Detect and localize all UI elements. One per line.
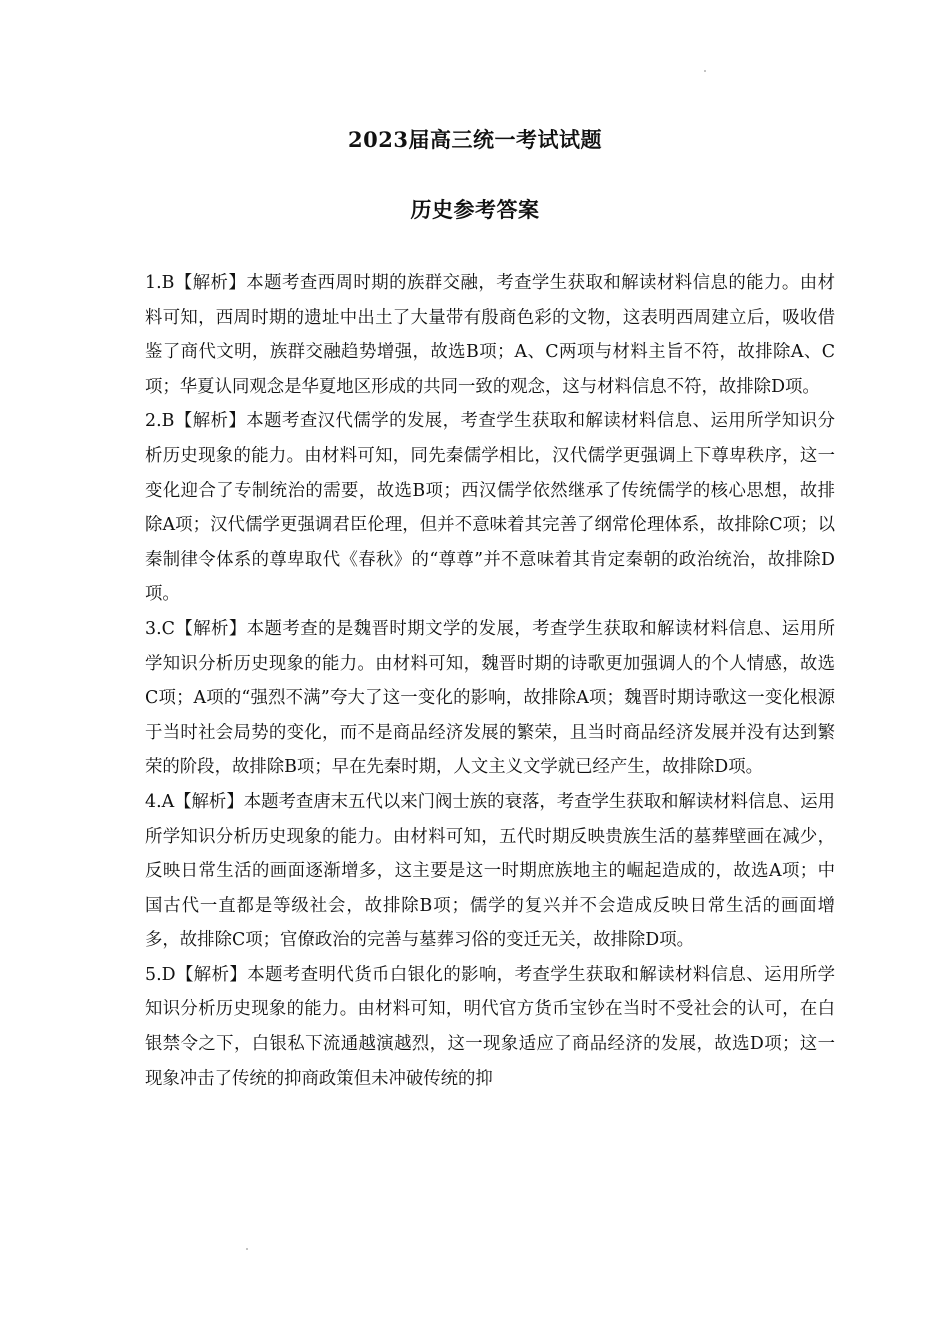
answer-item-2: 2.B【解析】本题考查汉代儒学的发展，考查学生获取和解读材料信息、运用所学知识分析历史现象的能力。由材料可知，同先秦儒学相比，汉代儒学更强调上下尊卑秩序，这一变化迎合了专制统治的需要，故选B项；西汉儒学依然继承了传统儒学的核心思想，故排除A项；汉代儒学更强调君臣伦理，但并不意味着其完善了纲常伦理体系，故排除C项；以秦制律令体系的尊卑取代《春秋》的“尊尊”并不意味着其肯定秦朝的政治统治，故排除D项。 bbox=[145, 411, 835, 605]
answer-list bbox=[145, 266, 835, 1096]
answer-item-1: 1.B【解析】本题考查西周时期的族群交融，考查学生获取和解读材料信息的能力。由材料可知，西周时期的遗址中出土了大量带有殷商色彩的文物，这表明西周建立后，吸收借鉴了商代文明，族群交融趋势增强，故选B项；A、C两项与材料主旨不符，故排除A、C项；华夏认同观念是华夏地区形成的共同一致的观念，这与材料信息不符，故排除D项。 bbox=[145, 273, 835, 397]
scan-speck bbox=[246, 1248, 248, 1250]
answer-item-3: 3.C【解析】本题考查的是魏晋时期文学的发展，考查学生获取和解读材料信息、运用所学知识分析历史现象的能力。由材料可知，魏晋时期的诗歌更加强调人的个人情感，故选C项；A项的“强烈不满”夸大了这一变化的影响，故排除A项；魏晋时期诗歌这一变化根源于当时社会局势的变化，而不是商品经济发展的繁荣，且当时商品经济发展并没有达到繁荣的阶段，故排除B项；早在先秦时期，人文主义文学就已经产生，故排除D项。 bbox=[145, 618, 835, 778]
scan-speck bbox=[704, 70, 706, 72]
answer-item-5: 5.D【解析】本题考查明代货币白银化的影响，考查学生获取和解读材料信息、运用所学知识分析历史现象的能力。由材料可知，明代官方货币宝钞在当时不受社会的认可，在白银禁令之下，白银私下流通越演越烈，这一现象适应了商品经济的发展，故选D项；这一现象冲击了传统的抑商政策但未冲破传统的抑 bbox=[145, 964, 835, 1089]
answer-item-4: 4.A【解析】本题考查唐末五代以来门阀士族的衰落，考查学生获取和解读材料信息、运用所学知识分析历史现象的能力。由材料可知，五代时期反映贵族生活的墓葬壁画在减少，反映日常生活的画面逐渐增多，这主要是这一时期庶族地主的崛起造成的，故选A项；中国古代一直都是等级社会，故排除B项；儒学的复兴并不会造成反映日常生活的画面增多，故排除C项；官僚政治的完善与墓葬习俗的变迁无关，故排除D项。 bbox=[145, 791, 835, 951]
document-title: 2023届高三统一考试试题 bbox=[348, 127, 602, 152]
document-subtitle: 历史参考答案 bbox=[410, 197, 540, 222]
